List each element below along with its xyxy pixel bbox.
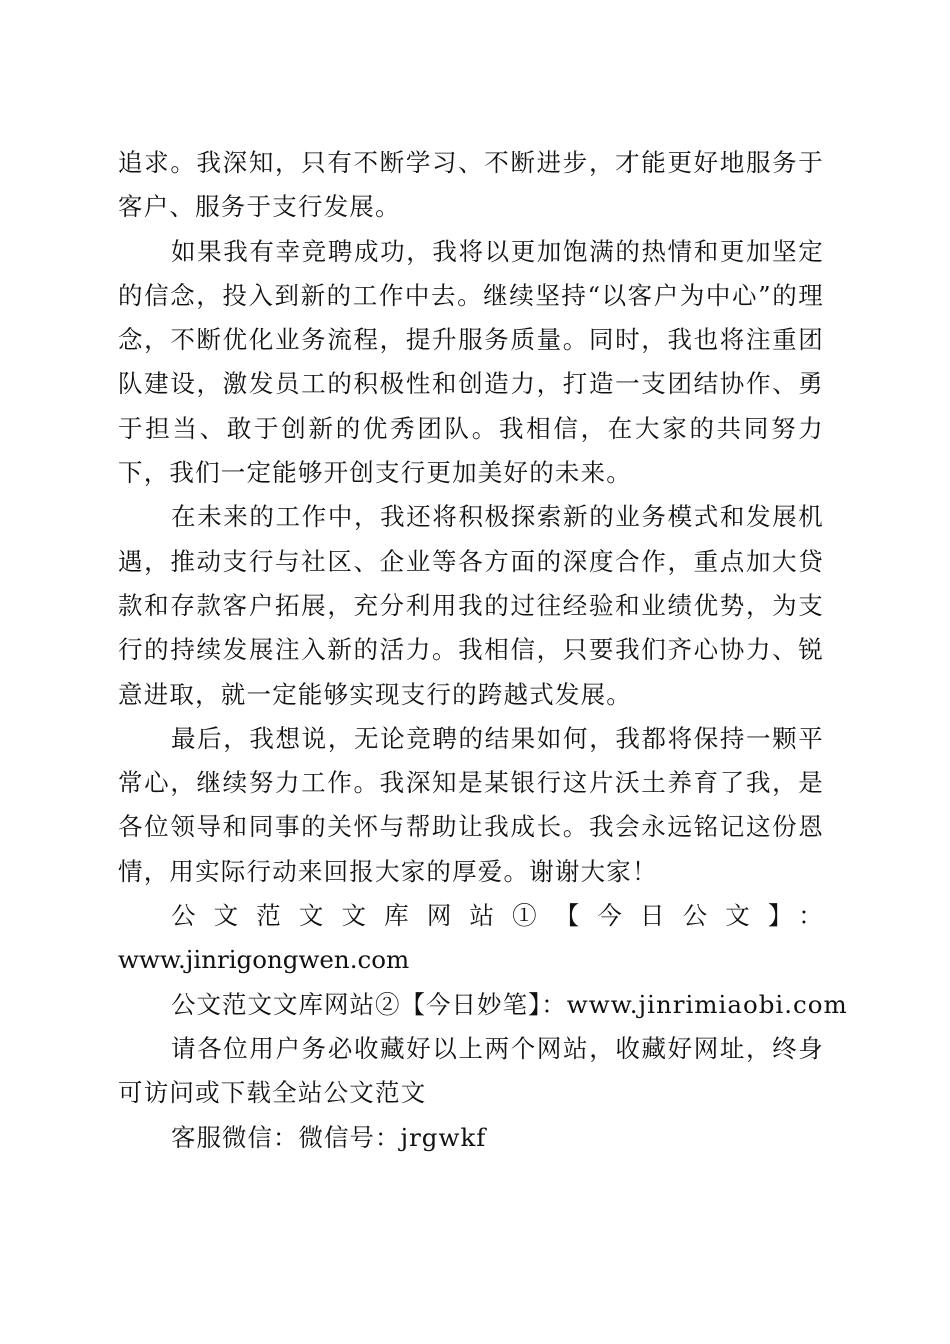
paragraph-2: 如果我有幸竞聘成功，我将以更加饱满的热情和更加坚定的信念，投入到新的工作中去。继续坚持“以客户为中心”的理念，不断优化业务流程，提升服务质量。同时，我也将注重团队建设，激发员工的积极性和创造力，打造一支团结协作、勇于担当、敢于创新的优秀团队。我相信，在大家的共同努力下，我们一定能够开创支行更加美好的未来。 [118, 236, 824, 488]
document-body [118, 141, 848, 1160]
site1-url: www.jinrigongwen.com [118, 945, 410, 975]
notice-paragraph: 请各位用户务必收藏好以上两个网站，收藏好网址，终身可访问或下载全站公文范文 [118, 1033, 824, 1108]
paragraph-3: 在未来的工作中，我还将积极探索新的业务模式和发展机遇，推动支行与社区、企业等各方面的深度合作，重点加大贷款和存款客户拓展，充分利用我的过往经验和业绩优势，为支行的持续发展注入新的活力。我相信，只要我们齐心协力、锐意进取，就一定能够实现支行的跨越式发展。 [118, 502, 824, 709]
paragraph-1: 追求。我深知，只有不断学习、不断进步，才能更好地服务于客户、服务于支行发展。 [118, 148, 824, 222]
paragraph-4: 最后，我想说，无论竞聘的结果如何，我都将保持一颗平常心，继续努力工作。我深知是某银行这片沃土养育了我，是各位领导和同事的关怀与帮助让我成长。我会永远铭记这份恩情，用实际行动来回报大家的厚爱。谢谢大家！ [118, 723, 824, 886]
contact-line: 客服微信：微信号：jrgwkf [171, 1122, 487, 1152]
site2-line: 公文范文文库网站②【今日妙笔】：www.jinrimiaobi.com [171, 989, 848, 1019]
site1-label: 公文范文文库网站①【今日公文】： [171, 901, 824, 931]
